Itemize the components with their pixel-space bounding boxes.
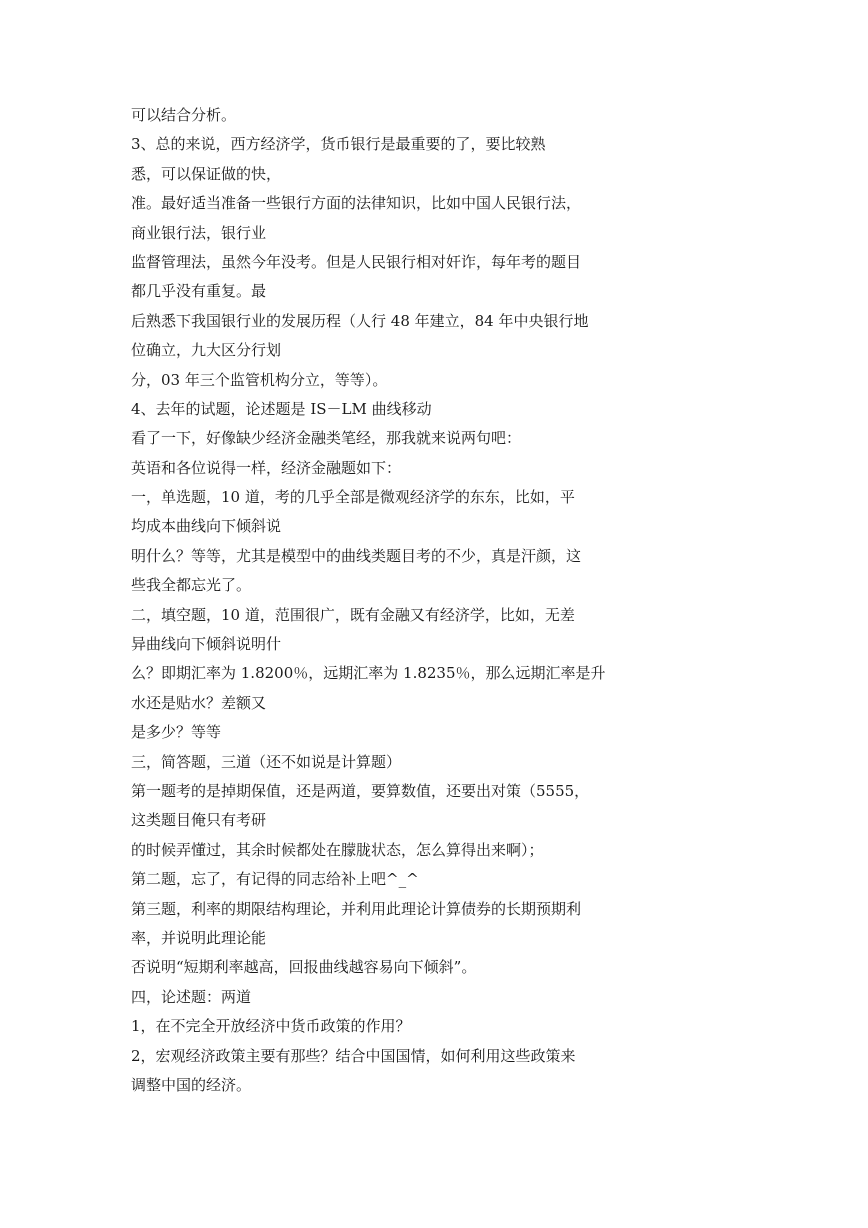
text-line: 二，填空题，10 道，范围很广，既有金融又有经济学，比如，无差 — [131, 605, 575, 624]
text-line: 明什么？等等，尤其是模型中的曲线类题目考的不少，真是汗颜，这 — [131, 546, 582, 565]
text-line: 2，宏观经济政策主要有那些？结合中国国情，如何利用这些政策来 — [131, 1046, 576, 1065]
text-line: 异曲线向下倾斜说明什 — [131, 635, 282, 654]
text-line: 第一题考的是掉期保值，还是两道，要算数值，还要出对策（5555， — [131, 781, 590, 800]
text-line: 水还是贴水？差额又 — [131, 693, 267, 712]
text-line: 这类题目俺只有考研 — [131, 811, 267, 830]
text-line: 否说明“短期利率越高，回报曲线越容易向下倾斜”。 — [131, 958, 477, 977]
text-line: 监督管理法，虽然今年没考。但是人民银行相对奸诈，每年考的题目 — [131, 252, 582, 271]
text-line: 商业银行法，银行业 — [131, 223, 267, 242]
text-line: 准。最好适当准备一些银行方面的法律知识，比如中国人民银行法， — [131, 194, 582, 213]
text-line: 三，简答题，三道（还不如说是计算题） — [131, 752, 402, 771]
text-line: 率，并说明此理论能 — [131, 928, 267, 947]
text-line: 第三题，利率的期限结构理论，并利用此理论计算债券的长期预期利 — [131, 899, 582, 918]
text-line: 3、总的来说，西方经济学，货币银行是最重要的了，要比较熟 — [131, 135, 546, 154]
text-line: 的时候弄懂过，其余时候都处在朦胧状态，怎么算得出来啊）； — [131, 840, 544, 859]
text-line: 4、去年的试题，论述题是 IS－LM 曲线移动 — [131, 399, 432, 418]
text-line: 1，在不完全开放经济中货币政策的作用？ — [131, 1017, 411, 1036]
text-line: 均成本曲线向下倾斜说 — [131, 517, 282, 536]
text-line: 后熟悉下我国银行业的发展历程（人行 48 年建立，84 年中央银行地 — [131, 311, 589, 330]
text-line: 位确立，九大区分行划 — [131, 341, 282, 360]
text-line: 悉，可以保证做的快， — [131, 164, 282, 183]
text-line: 可以结合分析。 — [131, 106, 237, 124]
text-line: 看了一下，好像缺少经济金融类笔经，那我就来说两句吧： — [131, 429, 522, 448]
text-line: 是多少？等等 — [131, 723, 222, 742]
text-line: 第二题，忘了，有记得的同志给补上吧^_^ — [131, 870, 419, 889]
text-line: 调整中国的经济。 — [131, 1075, 252, 1094]
text-line: 些我全都忘光了。 — [131, 576, 252, 595]
document-body — [131, 101, 611, 1100]
text-line: 一，单选题，10 道，考的几乎全部是微观经济学的东东，比如，平 — [131, 488, 575, 507]
text-line: 英语和各位说得一样，经济金融题如下： — [131, 458, 402, 477]
text-line: 四，论述题：两道 — [131, 987, 252, 1006]
text-line: 都几乎没有重复。最 — [131, 282, 267, 301]
text-line: 么？即期汇率为 1.8200％，远期汇率为 1.8235％，那么远期汇率是升 — [131, 664, 606, 683]
text-line: 分，03 年三个监管机构分立，等等）。 — [131, 370, 388, 389]
